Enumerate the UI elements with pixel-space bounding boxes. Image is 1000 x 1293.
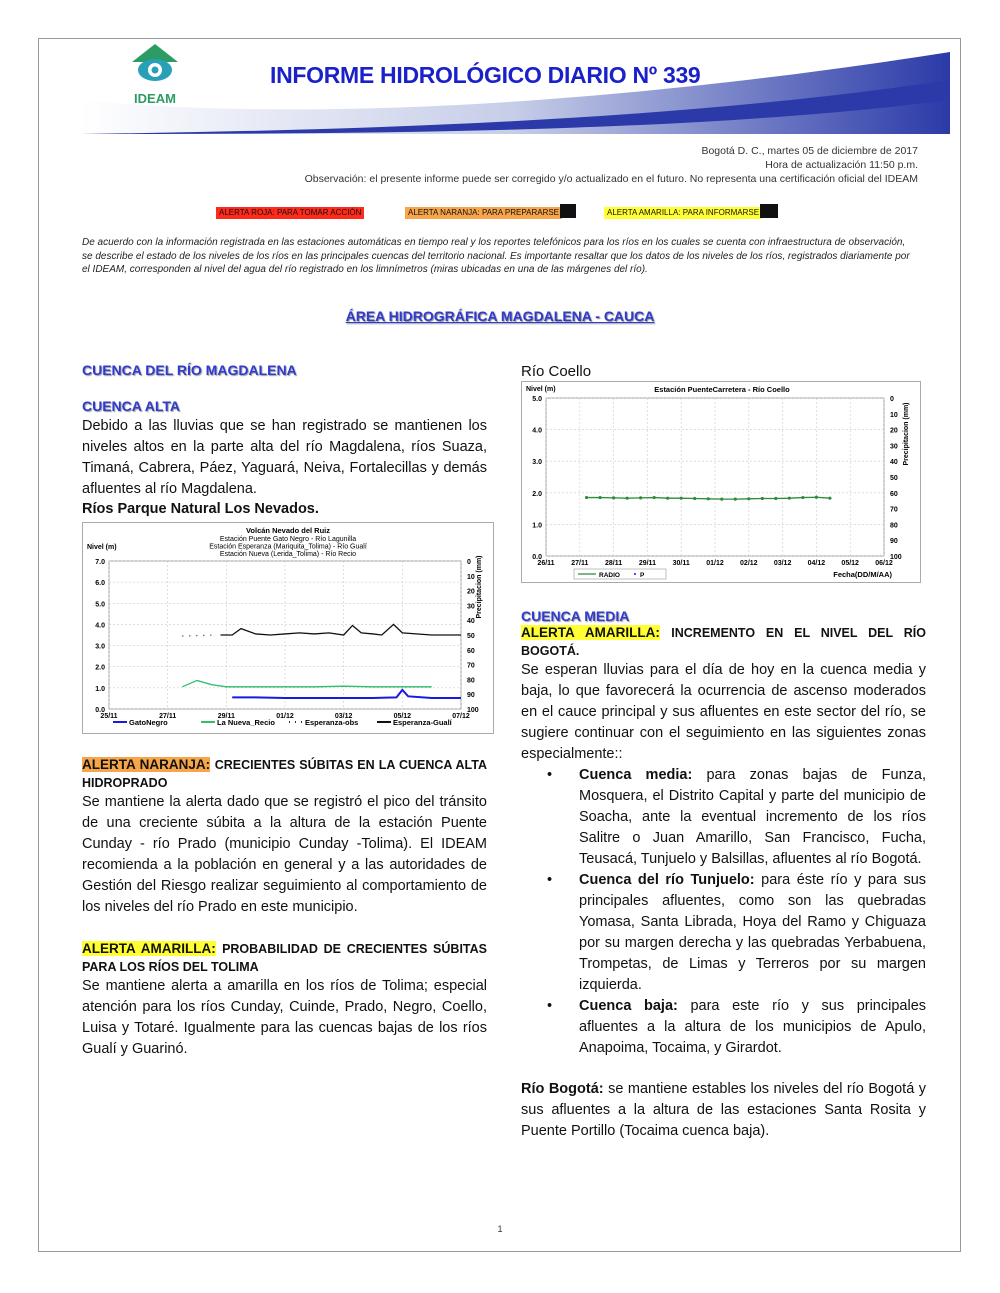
bullet-title: Cuenca baja: (579, 998, 678, 1014)
rio-bogota-text: se mantiene estables los niveles del río Bogotá y sus afluentes a la altura de las estaciones Santa Rosita y Puente Portillo (Tocaima cuenca baja). (521, 1081, 926, 1139)
x-tick-label: 04/12 (807, 560, 826, 567)
y2-tick-label: 0 (467, 559, 471, 566)
chart-coello (521, 381, 921, 583)
list-item (521, 765, 926, 870)
cuenca-media-alert-heading (521, 624, 926, 660)
ideam-logo-text: IDEAM (134, 91, 176, 106)
cuenca-alta-text: Debido a las lluvias que se han registrado se mantienen los niveles altos en la parte alta del río Magdalena, ríos Suaza, Timaná, Cabrera, Páez, Yaguará, Neiva, Fortalecillas y demás afluentes al río Magdalena. (82, 418, 487, 497)
x-tick-label: 01/12 (706, 560, 724, 567)
y-tick-label: 3.0 (95, 643, 105, 651)
y2-tick-label: 70 (890, 506, 898, 514)
alerta-amarilla-text: Se mantiene alerta a amarilla en los ríos de Tolima; especial atención para los ríos Cunday, Cuinde, Prado, Negro, Coello, Luisa y Totaré. Igualmente para las cuencas bajas de los ríos Gualí y Guarinó. (82, 978, 487, 1057)
bullet-icon: • (547, 767, 553, 783)
alerta-amarilla-subject: PROBABILIDAD DE CRECIENTES SÚBITAS PARA LOS RÍOS DEL TOLIMA (82, 942, 487, 974)
x-tick-label: 02/12 (740, 560, 758, 567)
y-tick-label: 5.0 (95, 601, 105, 609)
data-point (639, 496, 642, 499)
report-title: INFORME HIDROLÓGICO DIARIO Nº 339 (270, 62, 701, 88)
legend-yellow-swatch (760, 204, 778, 218)
cuenca-media-text: Se esperan lluvias para el día de hoy en la cuenca media y baja, lo que favorecerá la ocurrencia de ascenso moderados en el cauce principal y sus afluentes en este sector del río, se sugiere continuar con el seguimiento en las siguientes zonas especialmente:: (521, 662, 926, 762)
y2-tick-label: 90 (890, 538, 898, 546)
data-point (666, 497, 669, 500)
y-tick-label: 3.0 (532, 459, 542, 467)
nevados-title: Ríos Parque Natural Los Nevados. (82, 501, 319, 517)
chart-nevados (82, 522, 494, 734)
chart-title: Volcán Nevado del Ruiz (245, 526, 331, 535)
x-axis-label: Fecha(DD/M/AA) (833, 570, 892, 579)
chart-title: Estación PuenteCarretera - Río Coello (654, 385, 790, 394)
intro-paragraph: De acuerdo con la información registrada en las estaciones automáticas en tiempo real y los reportes telefónicos para los ríos en los cuales se cuenta con infraestructura de observación, se describe el estado de los niveles de los ríos en las principales cuencas del territorio nacional. Es importante resaltar que los datos de los niveles de los ríos, registrados diariamente por el IDEAM, corresponden al nivel del agua del río registrado en los limnímetros (miras ubicadas en una de las márgenes del río). (82, 237, 910, 275)
x-tick-label: 03/12 (773, 560, 792, 567)
y2-tick-label: 30 (467, 603, 475, 611)
rio-bogota-paragraph (521, 1079, 926, 1142)
alerta-naranja-text: Se mantiene la alerta dado que se registró el pico del tránsito de una creciente súbita a la altura de la estación Puente Cunday - río Prado (municipio Cunday -Tolima). El IDEAM recomienda a la población en general y a las autoridades de Gestión del Riesgo realizar seguimiento al comportamiento de los niveles del río Prado en este municipio. (82, 794, 487, 915)
y2-tick-label: 70 (467, 662, 475, 670)
data-point (720, 498, 723, 501)
y2-tick-label: 20 (467, 588, 475, 596)
y-tick-label: 4.0 (95, 622, 105, 630)
y2-tick-label: 10 (890, 411, 898, 419)
bullet-text: para éste río y para sus principales afluentes, como son las quebradas Yomasa, Santa Librada, Hoya del Ramo y Chiguaza por su margen derecha y las quebradas Yerbabuena, Trompetas, de Limas y Terreros por su margen izquierda. (579, 872, 927, 993)
report-observation: Observación: el presente informe puede ser corregido y/o actualizado en el futuro. No representa una certificación oficial del IDEAM (304, 173, 918, 185)
bullet-title: Cuenca media: (579, 767, 693, 783)
y2-tick-label: 30 (890, 443, 898, 451)
legend-label: La Nueva_Recio (217, 718, 275, 727)
alerta-amarilla-label: ALERTA AMARILLA: (82, 941, 216, 956)
list-item (521, 870, 926, 996)
legend-label: Esperanza-Gualí (393, 718, 452, 727)
data-point (585, 496, 588, 499)
x-tick-label: 05/12 (841, 560, 859, 567)
y2-axis-label: Precipitacion (mm) (476, 555, 483, 619)
x-tick-label: 28/11 (605, 560, 623, 567)
y-tick-label: 2.0 (532, 490, 542, 498)
data-point (598, 496, 601, 499)
data-point (734, 498, 737, 501)
chart-subtitle: Estación Esperanza (Mariquita_Tolima) - Río Gualí (209, 543, 367, 551)
x-tick-label: 25/11 (100, 713, 118, 720)
y2-tick-label: 60 (467, 647, 475, 655)
y2-tick-label: 50 (890, 475, 898, 482)
data-point (761, 497, 764, 500)
x-tick-label: 30/11 (672, 560, 690, 567)
data-point (747, 497, 750, 500)
y2-tick-label: 40 (467, 618, 475, 626)
data-point (707, 497, 710, 500)
legend-label: P (640, 572, 645, 579)
bullet-text: para zonas bajas de Funza, Mosquera, el Distrito Capital y parte del municipio de Soacha, ante la eventual incremento de los ríos Salitre o Juan Amarillo, San Francisco, Fucha, Teusacá, Tunjuelo y Balsillas, afluentes al río Bogotá. (579, 767, 926, 867)
ideam-logo (120, 42, 190, 104)
y-tick-label: 0.0 (532, 554, 542, 561)
y-tick-label: 1.0 (95, 685, 105, 693)
y-tick-label: 0.0 (95, 707, 105, 714)
data-point (612, 496, 615, 499)
bullet-title: Cuenca del río Tunjuelo: (579, 872, 755, 888)
page-number: 1 (497, 1224, 503, 1234)
data-point (828, 497, 831, 500)
rio-bogota-label: Río Bogotá: (521, 1081, 604, 1097)
data-point (801, 496, 804, 499)
y2-tick-label: 50 (467, 633, 475, 640)
right-column (521, 608, 926, 1142)
y-axis-label: Nivel (m) (87, 544, 117, 551)
y-axis-label: Nivel (m) (526, 386, 556, 393)
cuenca-media-alert-label: ALERTA AMARILLA: (521, 625, 660, 640)
left-alerts (82, 756, 487, 1060)
legend-label: Esperanza-obs (305, 718, 359, 727)
cuenca-magdalena-title: CUENCA DEL RÍO MAGDALENA (82, 362, 297, 378)
y2-tick-label: 10 (467, 573, 475, 581)
x-tick-label: 06/12 (875, 560, 893, 567)
y-tick-label: 1.0 (532, 522, 542, 530)
x-tick-label: 29/11 (217, 713, 235, 720)
chart-subtitle: Estación Puente Gato Negro - Río Lagunilla (219, 536, 357, 543)
bullet-text: para este río y sus principales afluentes a la altura de los municipios de Apulo, Anapoima, Tocaima, y Girardot. (579, 998, 927, 1056)
alerta-naranja-heading (82, 756, 487, 792)
rio-coello-title: Río Coello (521, 363, 592, 380)
cuenca-alta-title: CUENCA ALTA (82, 398, 180, 414)
cuenca-media-alert-subject: INCREMENTO EN EL NIVEL DEL RÍO BOGOTÁ. (521, 626, 926, 658)
data-point (774, 497, 777, 500)
y2-tick-label: 80 (890, 522, 898, 530)
y2-tick-label: 80 (467, 677, 475, 685)
x-tick-label: 29/11 (638, 560, 656, 567)
report-date: Bogotá D. C., martes 05 de diciembre de 2017 (701, 145, 918, 157)
bullet-icon: • (547, 998, 553, 1014)
alerta-naranja-label: ALERTA NARANJA: (82, 757, 211, 772)
y2-tick-label: 100 (890, 554, 902, 561)
y-tick-label: 7.0 (95, 559, 105, 566)
y2-tick-label: 20 (890, 427, 898, 435)
y-tick-label: 6.0 (95, 580, 105, 588)
data-point (626, 497, 629, 500)
cuenca-media-title: CUENCA MEDIA (521, 608, 630, 624)
y2-tick-label: 0 (890, 396, 894, 403)
alerta-naranja-subject: CRECIENTES SÚBITAS EN LA CUENCA ALTA HIDROPRADO (82, 758, 488, 790)
bullet-icon: • (547, 872, 553, 888)
x-tick-label: 05/12 (393, 713, 412, 720)
x-tick-label: 07/12 (452, 713, 470, 720)
y2-tick-label: 90 (467, 692, 475, 700)
area-title: ÁREA HIDROGRÁFICA MAGDALENA - CAUCA (345, 308, 655, 324)
ideam-logo-icon (120, 42, 190, 88)
legend-swatch (634, 573, 636, 575)
data-point (693, 497, 696, 500)
legend-alert-red: ALERTA ROJA: PARA TOMAR ACCIÓN (216, 207, 364, 219)
data-point (815, 496, 818, 499)
y-tick-label: 4.0 (532, 427, 542, 435)
y2-axis-label: Precipitacion (mm) (903, 402, 910, 466)
legend-label: RADIO (599, 572, 620, 579)
y-tick-label: 2.0 (95, 664, 105, 672)
data-point (788, 497, 791, 500)
x-tick-label: 27/11 (159, 713, 177, 720)
y2-tick-label: 100 (467, 707, 479, 714)
left-column (82, 362, 487, 518)
x-tick-label: 01/12 (276, 713, 294, 720)
x-tick-label: 26/11 (537, 560, 555, 567)
x-tick-label: 03/12 (334, 713, 353, 720)
legend-alert-orange: ALERTA NARANJA: PARA PREPARARSE (405, 207, 562, 219)
y2-tick-label: 60 (890, 490, 898, 498)
legend-orange-swatch (560, 204, 576, 218)
plot-area (546, 398, 884, 556)
legend-label: GatoNegro (129, 718, 168, 727)
alerta-amarilla-heading (82, 940, 487, 976)
data-point (653, 496, 656, 499)
report-update-time: Hora de actualización 11:50 p.m. (765, 159, 918, 171)
list-item (521, 996, 926, 1059)
data-point (680, 497, 683, 500)
legend-alert-yellow: ALERTA AMARILLA: PARA INFORMARSE (604, 207, 762, 219)
chart-subtitle: Estación Nueva (Lerida_Tolima) - Río Recio (219, 551, 357, 558)
x-tick-label: 27/11 (571, 560, 589, 567)
y-tick-label: 5.0 (532, 396, 542, 403)
zones-list (521, 765, 926, 1059)
y2-tick-label: 40 (890, 459, 898, 467)
